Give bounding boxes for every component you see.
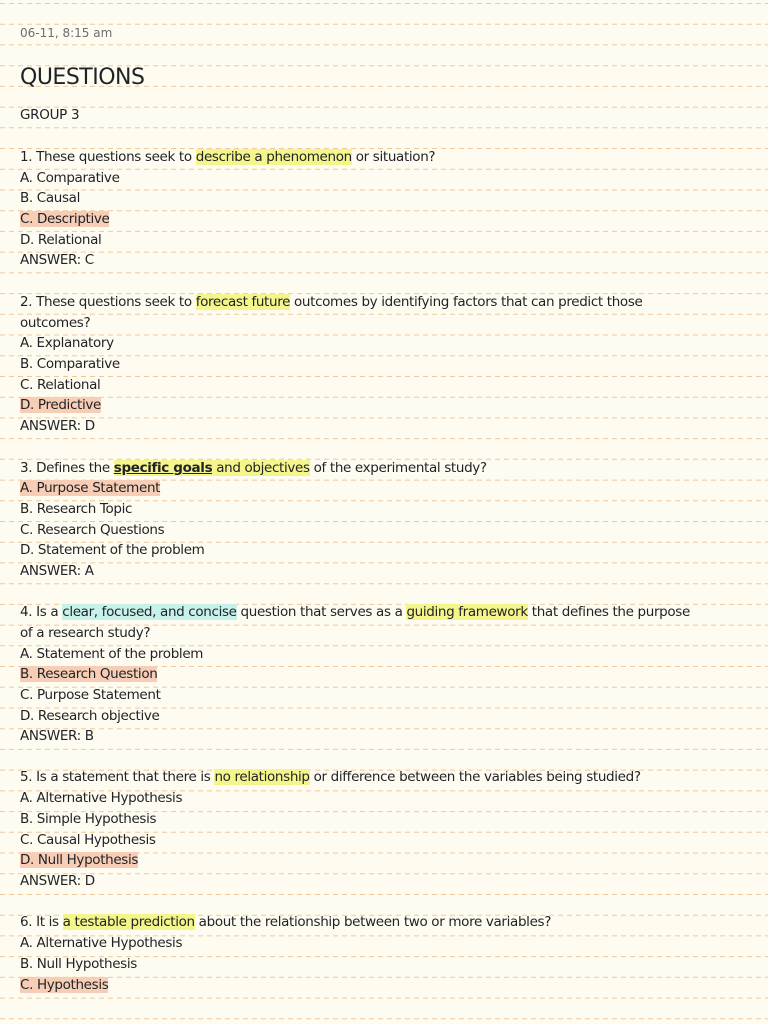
highlight-cyan: clear, focused, and concise	[62, 604, 237, 620]
answer: ANSWER: C	[20, 252, 94, 268]
option-a: A. Alternative Hypothesis	[20, 790, 183, 806]
option-b: B. Null Hypothesis	[20, 956, 137, 972]
question-4: 4. Is a clear, focused, and concise question that serves as a guiding framework that defines the purpose	[20, 604, 690, 620]
option-d: D. Relational	[20, 232, 102, 248]
answer: ANSWER: D	[20, 873, 95, 889]
option-d	[20, 850, 138, 871]
option-c	[20, 975, 108, 996]
option-d: D. Statement of the problem	[20, 542, 205, 558]
question-4-cont: of a research study?	[20, 625, 151, 641]
option-c: C. Purpose Statement	[20, 687, 161, 703]
option-a: A. Alternative Hypothesis	[20, 935, 183, 951]
correct-option: A. Purpose Statement	[20, 480, 161, 496]
option-b: B. Research Topic	[20, 501, 133, 517]
highlight: no relationship	[214, 769, 310, 785]
timestamp: 06-11, 8:15 am	[20, 26, 113, 40]
highlight: and objectives	[212, 460, 310, 476]
option-c: C. Research Questions	[20, 522, 165, 538]
question-1: 1. These questions seek to describe a phenomenon or situation?	[20, 149, 436, 165]
option-b: B. Causal	[20, 190, 81, 206]
highlight-underlined: specific goals	[113, 460, 213, 476]
option-a: A. Explanatory	[20, 335, 114, 351]
correct-option: D. Null Hypothesis	[20, 852, 139, 868]
correct-option: D. Predictive	[20, 397, 101, 413]
answer: ANSWER: D	[20, 418, 95, 434]
answer: ANSWER: A	[20, 563, 94, 579]
question-5: 5. Is a statement that there is no relationship or difference between the variables being studied?	[20, 769, 641, 785]
highlight: describe a phenomenon	[195, 149, 352, 165]
option-b	[20, 664, 157, 685]
question-2: 2. These questions seek to forecast future outcomes by identifying factors that can predict those	[20, 294, 643, 310]
option-d: D. Research objective	[20, 708, 160, 724]
correct-option: C. Hypothesis	[20, 977, 109, 993]
option-a: A. Statement of the problem	[20, 646, 204, 662]
option-a	[20, 478, 160, 499]
option-d	[20, 395, 101, 416]
question-2-cont: outcomes?	[20, 315, 91, 331]
correct-option: C. Descriptive	[20, 211, 110, 227]
option-a: A. Comparative	[20, 170, 120, 186]
option-b: B. Simple Hypothesis	[20, 811, 157, 827]
option-c: C. Relational	[20, 377, 101, 393]
correct-option: B. Research Question	[20, 666, 158, 682]
page-title: QUESTIONS	[20, 65, 145, 90]
question-6: 6. It is a testable prediction about the relationship between two or more variables?	[20, 914, 552, 930]
answer: ANSWER: B	[20, 728, 94, 744]
highlight: forecast future	[195, 294, 291, 310]
highlight: a testable prediction	[62, 914, 195, 930]
option-c	[20, 209, 109, 230]
option-c: C. Causal Hypothesis	[20, 832, 156, 848]
highlight: guiding framework	[406, 604, 528, 620]
question-3: 3. Defines the specific goals and objectives of the experimental study?	[20, 460, 487, 476]
group-label: GROUP 3	[20, 107, 80, 123]
option-b: B. Comparative	[20, 356, 120, 372]
